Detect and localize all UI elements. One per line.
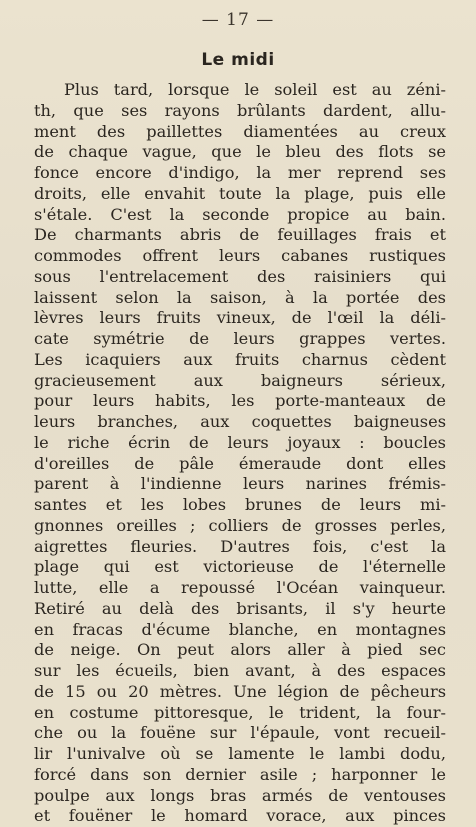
text-line: poulpe aux longs bras armés de ventouses [34, 785, 446, 805]
text-line: pour leurs habits, les porte-manteaux de [34, 391, 446, 411]
page-number: — 17 — [201, 10, 275, 30]
text-line: leurs branches, aux coquettes baigneuses [34, 412, 446, 431]
text-line: ment des paillettes diamentées au creux [34, 121, 446, 141]
text-line: parent à l'indienne leurs narines frémis- [34, 474, 446, 494]
text-line: Retiré au delà des brisants, il s'y heurte [34, 598, 446, 618]
text-line: lèvres leurs fruits vineux, de l'œil la déli- [34, 308, 446, 328]
text-line: de 15 ou 20 mètres. Une légion de pêcheurs [34, 681, 446, 701]
text-line: santes et les lobes brunes de leurs mi- [34, 495, 446, 514]
text-line: Plus tard, lorsque le soleil est au zéni- [64, 80, 446, 99]
text-line: De charmants abris de feuillages frais et [34, 225, 446, 245]
text-line: et fouëner le homard vorace, aux pinces [34, 806, 446, 826]
text-line: gracieusement aux baigneurs sérieux, [34, 370, 446, 390]
text-line: en fracas d'écume blanche, en montagnes [34, 619, 446, 639]
text-line: le riche écrin de leurs joyaux : boucles [34, 432, 446, 452]
text-line: th, que ses rayons brûlants dardent, allu- [34, 100, 446, 120]
text-line: de chaque vague, que le bleu des flots se [34, 142, 446, 162]
text-line: de neige. On peut alors aller à pied sec [34, 640, 446, 660]
text-line: lutte, elle a repoussé l'Océan vainqueur. [34, 578, 446, 597]
text-line: sous l'entrelacement des raisiniers qui [34, 266, 446, 286]
text-line: sur les écueils, bien avant, à des espaces [34, 661, 446, 680]
text-line: lir l'univalve où se lamente le lambi dodu, [34, 744, 446, 763]
text-line: s'étale. C'est la seconde propice au bain. [34, 204, 446, 224]
text-line: aigrettes fleuries. D'autres fois, c'est la [34, 536, 446, 556]
text-line: d'oreilles de pâle émeraude dont elles [34, 453, 446, 473]
text-line: forcé dans son dernier asile ; harponner le [34, 764, 446, 784]
text-line: che ou la fouëne sur l'épaule, vont recueil- [34, 723, 446, 743]
text-line: laissent selon la saison, à la portée des [34, 287, 446, 307]
text-line: gnonnes oreilles ; colliers de grosses perles, [34, 515, 446, 535]
text-line: droits, elle envahit toute la plage, puis elle [34, 183, 446, 203]
text-line: fonce encore d'indigo, la mer reprend ses [34, 163, 446, 182]
text-line: plage qui est victorieuse de l'éternelle [34, 557, 446, 577]
text-line: en costume pittoresque, le trident, la four- [34, 702, 446, 722]
text-line: cate symétrie de leurs grappes vertes. [34, 329, 446, 348]
text-line: commodes offrent leurs cabanes rustiques [34, 246, 446, 265]
section-title: Le midi [201, 50, 275, 70]
text-line: Les icaquiers aux fruits charnus cèdent [34, 349, 446, 369]
body-paragraph [34, 80, 446, 827]
